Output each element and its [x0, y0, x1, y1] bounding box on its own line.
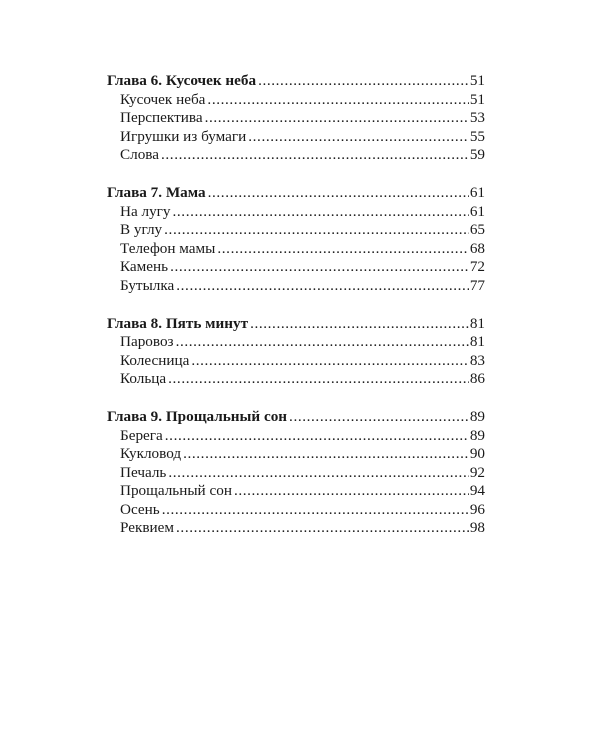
page-number: 72 [469, 258, 485, 276]
toc-entry[interactable] [107, 221, 485, 240]
entry-title: Слова [120, 146, 160, 164]
page-number: 61 [469, 202, 485, 220]
toc-entry[interactable] [107, 352, 485, 371]
chapter-title: Глава 7. Мама [107, 183, 206, 201]
page-number: 81 [469, 333, 485, 351]
chapter-heading[interactable] [107, 184, 485, 203]
dot-leader [176, 519, 469, 538]
entry-title: Бутылка [120, 276, 175, 294]
page-number: 55 [469, 127, 485, 145]
page-number: 92 [469, 463, 485, 481]
entry-title: Кусочек неба [120, 90, 206, 108]
chapter-heading[interactable] [107, 72, 485, 91]
page-number: 89 [469, 407, 485, 425]
page-number: 83 [469, 351, 485, 369]
dot-leader [183, 445, 469, 464]
toc-entry[interactable] [107, 258, 485, 277]
toc-entry[interactable] [107, 445, 485, 464]
chapter-heading[interactable] [107, 408, 485, 427]
dot-leader [205, 109, 469, 128]
page-number: 59 [469, 146, 485, 164]
entry-title: В углу [120, 221, 163, 239]
entry-title: Перспектива [120, 109, 203, 127]
toc-entry[interactable] [107, 146, 485, 165]
entry-title: Реквием [120, 519, 175, 537]
toc-entry[interactable] [107, 240, 485, 259]
dot-leader [170, 258, 469, 277]
page-number: 51 [469, 90, 485, 108]
entry-title: Кольца [120, 370, 167, 388]
dot-leader [191, 352, 468, 371]
chapter-title: Глава 8. Пять минут [107, 314, 249, 332]
dot-leader [162, 501, 469, 520]
entry-title: Прощальный сон [120, 482, 232, 500]
page-number: 94 [469, 482, 485, 500]
dot-leader [217, 240, 468, 259]
page-number: 90 [469, 445, 485, 463]
dot-leader [176, 333, 469, 352]
toc-entry[interactable] [107, 333, 485, 352]
toc-entry[interactable] [107, 109, 485, 128]
dot-leader [258, 72, 469, 91]
dot-leader [207, 91, 468, 110]
dot-leader [161, 146, 469, 165]
entry-title: Камень [120, 258, 169, 276]
entry-title: На лугу [120, 202, 171, 220]
chapter-7 [107, 184, 485, 296]
toc-entry[interactable] [107, 277, 485, 296]
toc-entry[interactable] [107, 464, 485, 483]
page-number: 77 [469, 276, 485, 294]
dot-leader [250, 315, 469, 334]
toc-entry[interactable] [107, 519, 485, 538]
table-of-contents [107, 72, 485, 557]
dot-leader [234, 482, 469, 501]
page-number: 89 [469, 426, 485, 444]
page-number: 53 [469, 109, 485, 127]
dot-leader [173, 203, 469, 222]
page-number: 96 [469, 500, 485, 518]
chapter-heading[interactable] [107, 315, 485, 334]
chapter-title: Глава 6. Кусочек неба [107, 72, 257, 89]
dot-leader [176, 277, 469, 296]
dot-leader [164, 221, 469, 240]
page-number: 86 [469, 370, 485, 388]
entry-title: Телефон мамы [120, 239, 216, 257]
page-number: 98 [469, 519, 485, 537]
page-number: 65 [469, 221, 485, 239]
toc-entry[interactable] [107, 427, 485, 446]
entry-title: Кукловод [120, 445, 182, 463]
toc-entry[interactable] [107, 501, 485, 520]
toc-entry[interactable] [107, 91, 485, 110]
chapter-9 [107, 408, 485, 538]
entry-title: Паровоз [120, 333, 174, 351]
entry-title: Берега [120, 426, 163, 444]
entry-title: Колесница [120, 351, 190, 369]
chapter-6 [107, 72, 485, 165]
entry-title: Печаль [120, 463, 167, 481]
entry-title: Осень [120, 500, 160, 518]
page-number: 81 [469, 314, 485, 332]
dot-leader [208, 184, 469, 203]
page-number: 68 [469, 239, 485, 257]
page-number: 61 [469, 183, 485, 201]
dot-leader [168, 464, 468, 483]
dot-leader [168, 370, 469, 389]
page-number: 51 [469, 72, 485, 89]
toc-entry[interactable] [107, 482, 485, 501]
toc-entry[interactable] [107, 128, 485, 147]
toc-entry[interactable] [107, 370, 485, 389]
chapter-8 [107, 315, 485, 389]
dot-leader [165, 427, 469, 446]
dot-leader [289, 408, 469, 427]
chapter-title: Глава 9. Прощальный сон [107, 407, 288, 425]
dot-leader [248, 128, 469, 147]
toc-entry[interactable] [107, 203, 485, 222]
entry-title: Игрушки из бумаги [120, 127, 247, 145]
